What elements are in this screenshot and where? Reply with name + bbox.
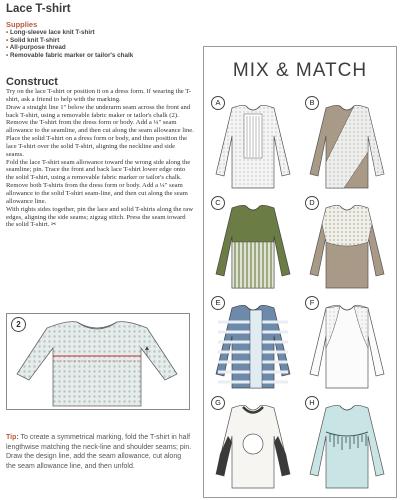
tip-text: To create a symmetrical marking, fold the T-shirt in half lengthwise matching the neck-line and shoulder seams; pin. Draw the design line, add the seam allowance, cut along the seam allowance line, and then unfold. (6, 434, 192, 470)
shirt-h (304, 398, 390, 492)
shirt-f-drawing (304, 302, 390, 392)
construct-instructions (6, 88, 194, 229)
shirt-h-drawing (304, 402, 390, 492)
instruction-paragraph: Draw a straight line 1" below the underarm seam across the front and back T-shirt, using a removable fabric maker or tailor's chalk (2). (6, 103, 191, 119)
supplies-heading: Supplies (6, 20, 38, 29)
shirt-g (210, 398, 296, 492)
instruction-paragraph: Try on the lace T-shirt or position it on a dress form. If wearing the T-shirt, ask a friend to help with the marking. (6, 88, 191, 103)
tip-note (6, 433, 192, 471)
shirt-a-drawing (210, 102, 296, 192)
shirt-letter: A (211, 96, 225, 110)
figure-number: 2 (11, 317, 26, 332)
shirt-d-drawing (304, 202, 390, 292)
shirt-b (304, 98, 390, 192)
shirt-e-drawing (210, 302, 296, 392)
shirt-letter: F (305, 296, 319, 310)
tip-label: Tip: (6, 434, 19, 441)
instruction-paragraph: Place the solid T-shirt on a dress form or body, and then position the lace T-shirt over the solid T-shirt, aligning the neckline and side seams. (6, 135, 188, 158)
instruction-paragraph: With rights sides together, pin the lace and solid T-shirts along the raw edges, aligning the side seams; zigzag stitch. Press the seam toward the solid T-shirt. ✂ (6, 205, 194, 229)
supply-item: • All-purpose thread (6, 44, 133, 52)
lace-shirt-illustration (7, 314, 189, 409)
instruction-paragraph: Remove the T-shirt from the dress form or body. Add a ¼" seam allowance to the seamline, and then cut along the seam allowance line. (6, 119, 194, 135)
shirt-letter: H (305, 396, 319, 410)
shirt-b-drawing (304, 102, 390, 192)
shirt-letter: C (211, 196, 225, 210)
supplies-list (6, 29, 133, 59)
construct-heading: Construct (6, 76, 58, 88)
shirt-d (304, 198, 390, 292)
supply-item: • Long-sleeve lace knit T-shirt (6, 29, 133, 37)
supply-item: • Removable fabric marker or tailor's chalk (6, 52, 133, 60)
shirt-letter: D (305, 196, 319, 210)
page-title: Lace T-shirt (6, 3, 71, 15)
shirt-letter: G (211, 396, 225, 410)
shirt-g-drawing (210, 402, 296, 492)
shirt-letter: B (305, 96, 319, 110)
shirt-c (210, 198, 296, 292)
supply-item: • Solid knit T-shirt (6, 37, 133, 45)
shirt-e (210, 298, 296, 392)
instructions-column (0, 0, 196, 500)
instruction-paragraph: Fold the lace T-shirt seam allowance toward the wrong side along the seamline; pin. Trace the front and back lace T-shirt lower edge onto the solid T-shirt, using a removable fabric marker or tailor's chalk. Remove both T-shirts from the dress form or body. Add a ¼" seam allowance to the solid T-shirt seam-line, and then cut along the seam allowance line. (6, 158, 191, 205)
mix-and-match-panel (203, 46, 397, 498)
shirt-c-drawing (210, 202, 296, 292)
shirt-a (210, 98, 296, 192)
mix-and-match-title: MIX & MATCH (232, 60, 368, 81)
shirt-letter: E (211, 296, 225, 310)
shirt-f (304, 298, 390, 392)
figure-2-illustration (6, 313, 190, 410)
